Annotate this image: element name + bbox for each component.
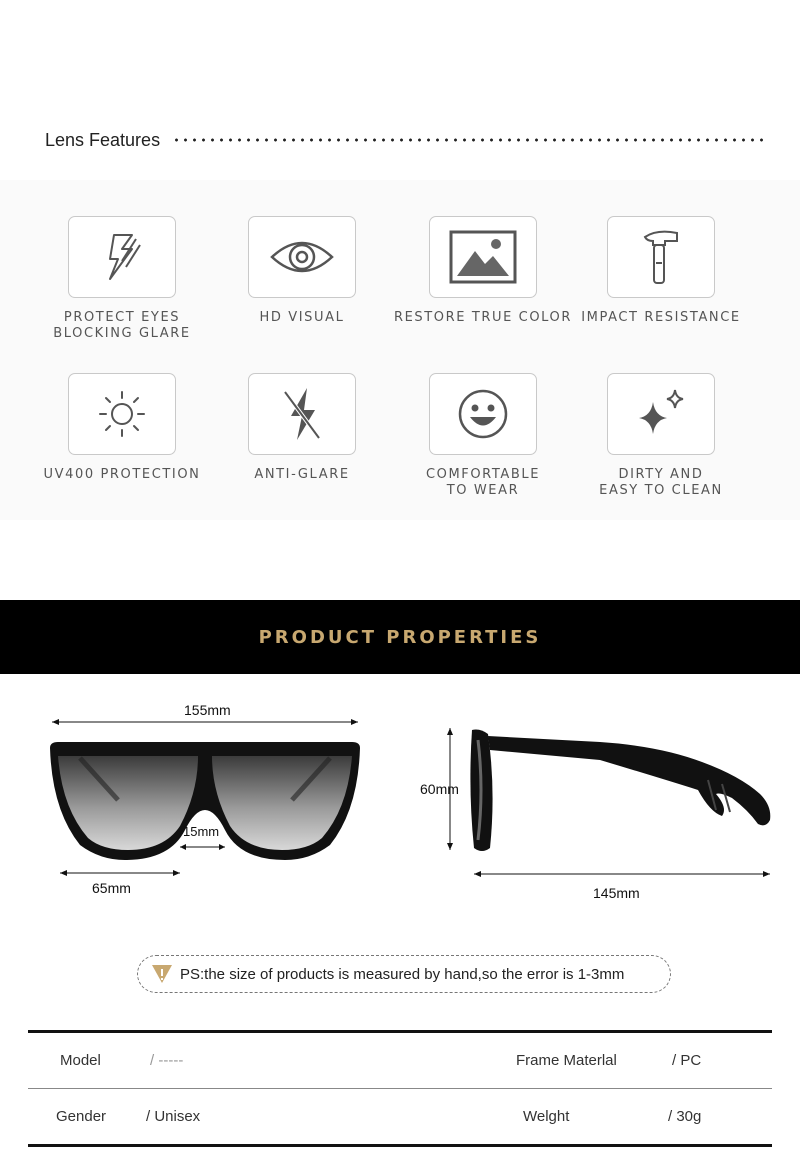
feature-comfortable xyxy=(388,373,578,499)
feature-label: DIRTY AND EASY TO CLEAN xyxy=(599,467,723,498)
measurement-note xyxy=(137,955,671,993)
crossed-lightning-icon xyxy=(248,373,356,455)
feature-easy-clean xyxy=(566,373,756,499)
feature-label: RESTORE TRUE COLOR xyxy=(393,310,573,325)
frame-material-label: Frame Materlal xyxy=(516,1052,617,1069)
feature-label: IMPACT RESISTANCE xyxy=(581,310,741,325)
section-heading xyxy=(45,128,765,152)
height-label: 60mm xyxy=(420,781,459,797)
smiley-face-icon xyxy=(429,373,537,455)
feature-true-color xyxy=(388,216,578,326)
eye-icon xyxy=(248,216,356,298)
banner-title: PRODUCT PROPERTIES xyxy=(258,626,542,648)
feature-protect-eyes xyxy=(27,216,217,342)
sunglasses-side-view xyxy=(440,720,780,890)
hammer-icon xyxy=(607,216,715,298)
bridge-width-label: 15mm xyxy=(183,824,220,839)
landscape-picture-icon xyxy=(429,216,537,298)
weight-value: / 30g xyxy=(668,1108,702,1125)
frame-material-value: / PC xyxy=(672,1052,702,1069)
feature-label: COMFORTABLE TO WEAR xyxy=(425,467,541,498)
gender-value: / Unisex xyxy=(146,1108,201,1125)
model-value: / ----- xyxy=(150,1052,184,1069)
lens-width-label: 65mm xyxy=(92,880,131,896)
feature-label: UV400 PROTECTION xyxy=(43,467,201,482)
feature-hd-visual xyxy=(207,216,397,326)
note-text: PS:the size of products is measured by hand,so the error is 1-3mm xyxy=(180,965,625,983)
lightning-icon xyxy=(68,216,176,298)
feature-label: HD VISUAL xyxy=(259,310,345,325)
sunglasses-front-view xyxy=(40,700,370,890)
gender-label: Gender xyxy=(56,1108,107,1125)
section-title: Lens Features xyxy=(45,129,161,150)
features-grid xyxy=(0,180,800,520)
warning-icon xyxy=(150,963,174,985)
table-row xyxy=(28,1033,772,1088)
dotted-leader xyxy=(172,136,765,144)
feature-impact-resistance xyxy=(566,216,756,326)
weight-label: Welght xyxy=(523,1108,570,1125)
model-label: Model xyxy=(60,1052,101,1069)
product-properties-banner xyxy=(0,600,800,674)
feature-label: ANTI-GLARE xyxy=(254,467,350,482)
spec-table xyxy=(28,1030,772,1147)
table-row xyxy=(28,1089,772,1144)
sparkle-icon xyxy=(607,373,715,455)
table-bottom-rule xyxy=(28,1144,772,1147)
feature-label: PROTECT EYES BLOCKING GLARE xyxy=(53,310,191,341)
total-width-label: 155mm xyxy=(184,702,231,718)
temple-length-label: 145mm xyxy=(593,885,640,901)
feature-anti-glare xyxy=(207,373,397,483)
feature-uv400 xyxy=(27,373,217,483)
sun-icon xyxy=(68,373,176,455)
